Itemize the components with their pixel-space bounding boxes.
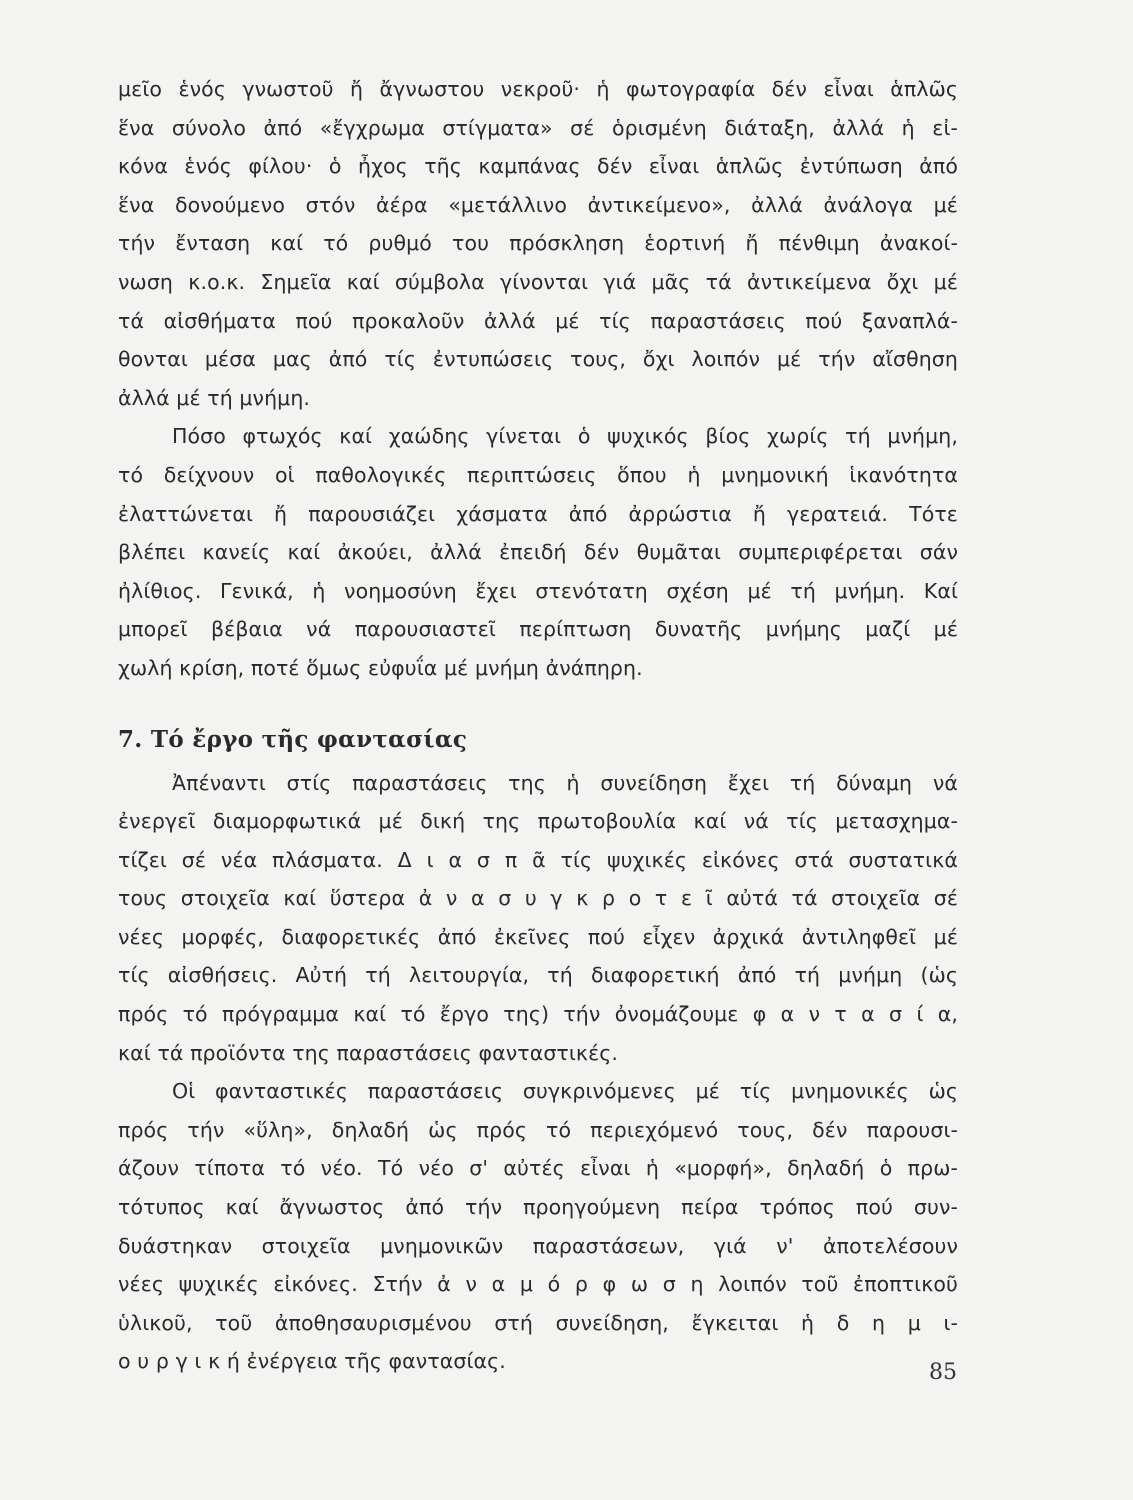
text-line: πρός τό πρόγραμμα καί τό ἔργο της) τήν ὀνομάζουμε φ α ν τ α σ ί α, [118, 1002, 958, 1027]
text-line: δυάστηκαν στοιχεῖα μνημονικῶν παραστάσεων, γιά ν' ἀποτελέσουν [118, 1233, 958, 1258]
text-line: βλέπει κανείς καί ἀκούει, ἀλλά ἐπειδή δέν θυμᾶται συμπεριφέρεται σάν [118, 540, 958, 565]
text-line: πρός τήν «ὕλη», δηλαδή ὡς πρός τό περιεχόμενό τους, δέν παρουσι- [118, 1117, 958, 1142]
text-line: ο υ ρ γ ι κ ή ἐνέργεια τῆς φαντασίας. [118, 1349, 506, 1374]
text-line: τίζει σέ νέα πλάσματα. Δ ι α σ π ᾶ τίς ψυχικές εἰκόνες στά συστατικά [118, 847, 958, 872]
text-after-section [118, 764, 958, 1382]
text-line: ὑλικοῦ, τοῦ ἀποθησαυρισμένου στή συνείδηση, ἔγκειται ἡ δ η μ ι- [118, 1310, 958, 1335]
text-line: ἐνεργεῖ διαμορφωτικά μέ δική της πρωτοβουλία καί νά τίς μετασχημα- [118, 809, 958, 834]
paragraph [118, 417, 958, 687]
text-line: Πόσο φτωχός καί χαώδης γίνεται ὁ ψυχικός βίος χωρίς τή μνήμη, [172, 424, 958, 449]
text-line: Ἀπέναντι στίς παραστάσεις της ἡ συνείδηση ἔχει τή δύναμη νά [172, 770, 958, 795]
paragraph [118, 1072, 958, 1381]
text-line: μεῖο ἑνός γνωστοῦ ἤ ἄγνωστου νεκροῦ· ἡ φωτογραφία δέν εἶναι ἁπλῶς [118, 77, 958, 101]
text-line: τήν ἔνταση καί τό ρυθμό του πρόσκληση ἑορτινή ἤ πένθιμη ἀνακοί- [118, 231, 958, 256]
text-line: ἕνα σύνολο ἀπό «ἔγχρωμα στίγματα» σέ ὁρισμένη διάταξη, ἀλλά ἡ εἰ- [118, 115, 958, 140]
text-line: κόνα ἑνός φίλου· ὁ ἦχος τῆς καμπάνας δέν εἶναι ἁπλῶς ἐντύπωση ἀπό [118, 154, 958, 179]
section-gap [118, 688, 958, 720]
text-line: χωλή κρίση, ποτέ ὅμως εὐφυΐα μέ μνήμη ἀνάπηρη. [118, 655, 643, 680]
text-line: ἀλλά μέ τή μνήμη. [118, 385, 311, 410]
text-line: καί τά προϊόντα της παραστάσεις φανταστικές. [118, 1040, 619, 1065]
text-line: νωση κ.ο.κ. Σημεῖα καί σύμβολα γίνονται γιά μᾶς τά ἀντικείμενα ὄχι μέ [118, 269, 958, 294]
text-line: νέες ψυχικές εἰκόνες. Στήν ἀ ν α μ ό ρ φ ω σ η λοιπόν τοῦ ἐποπτικοῦ [118, 1272, 958, 1297]
text-line: νέες μορφές, διαφορετικές ἀπό ἐκεῖνες πού εἶχεν ἀρχικά ἀντιληφθεῖ μέ [118, 924, 958, 949]
paragraph [118, 764, 958, 1073]
text-line: τό δείχνουν οἱ παθολογικές περιπτώσεις ὅπου ἡ μνημονική ἱκανότητα [118, 462, 958, 487]
text-line: ἕνα δονούμενο στόν ἀέρα «μετάλλινο ἀντικείμενο», ἀλλά ἀνάλογα μέ [118, 192, 958, 217]
text-line: τότυπος καί ἄγνωστος ἀπό τήν προηγούμενη πείρα τρόπος πού συν- [118, 1195, 958, 1220]
paragraph [118, 70, 958, 417]
text-line: ἠλίθιος. Γενικά, ἡ νοημοσύνη ἔχει στενότατη σχέση μέ τή μνήμη. Καί [118, 578, 958, 603]
text-line: τά αἰσθήματα πού προκαλοῦν ἀλλά μέ τίς παραστάσεις πού ξαναπλά- [118, 308, 958, 333]
text-before-section [118, 70, 958, 688]
text-line: τους στοιχεῖα καί ὕστερα ἀ ν α σ υ γ κ ρ ο τ ε ῖ αὐτά τά στοιχεῖα σέ [118, 886, 958, 911]
text-line: άζουν τίποτα τό νέο. Τό νέο σ' αὐτές εἶναι ἡ «μορφή», δηλαδή ὁ πρω- [118, 1156, 958, 1181]
text-line: τίς αἰσθήσεις. Αὐτή τή λειτουργία, τή διαφορετική ἀπό τή μνήμη (ὡς [118, 963, 958, 988]
text-line: μπορεῖ βέβαια νά παρουσιαστεῖ περίπτωση δυνατῆς μνήμης μαζί μέ [118, 617, 958, 642]
page-number: 85 [929, 1360, 957, 1385]
page-body [118, 70, 958, 1381]
text-line: Οἱ φανταστικές παραστάσεις συγκρινόμενες μέ τίς μνημονικές ὡς [172, 1079, 958, 1104]
text-line: ἐλαττώνεται ἤ παρουσιάζει χάσματα ἀπό ἀρρώστια ἤ γερατειά. Τότε [118, 501, 958, 526]
text-line: θονται μέσα μας ἀπό τίς ἐντυπώσεις τους, ὄχι λοιπόν μέ τήν αἴσθηση [118, 347, 958, 372]
section-heading: 7. Τό ἔργο τῆς φαντασίας [118, 725, 468, 753]
